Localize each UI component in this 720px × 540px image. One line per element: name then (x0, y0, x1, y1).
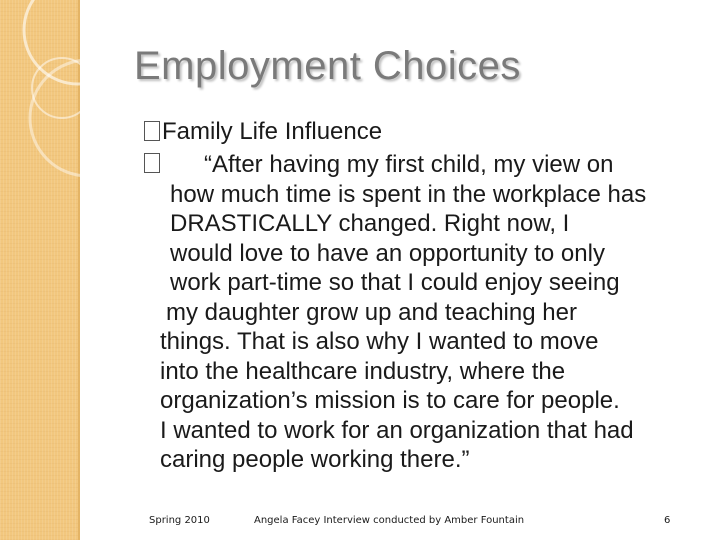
slide-title: Employment Choices (134, 44, 521, 88)
quote-line: caring people working there.” (160, 446, 470, 473)
deco-circle-medium (30, 60, 146, 176)
quote-line: my daughter grow up and teaching her (166, 298, 577, 326)
footer-credit: Angela Facey Interview conducted by Amber Fountain (254, 515, 525, 526)
bullet-glyph-icon (144, 121, 160, 141)
deco-circle-large (24, 0, 132, 84)
quote-line: work part-time so that I could enjoy seeing (170, 269, 620, 296)
quote-line: things. That is also why I wanted to move (160, 328, 599, 355)
quote-line: “After having my first child, my view on (204, 151, 614, 178)
quote-line: DRASTICALLY changed. Right now, I (170, 210, 570, 237)
quote-line: I wanted to work for an organization that had (160, 416, 634, 444)
bullet-family-life (144, 118, 382, 146)
bullet-family-life-text: Family Life Influence (162, 118, 383, 145)
quote-line: organization’s mission is to care for people. (160, 387, 620, 414)
quote-line: would love to have an opportunity to only (170, 239, 605, 267)
quote-paragraph (160, 150, 705, 475)
quote-line: into the healthcare industry, where the (160, 357, 566, 385)
footer-date: Spring 2010 (149, 515, 210, 526)
quote-line: how much time is spent in the workplace has (170, 180, 647, 208)
bullet-glyph-icon (144, 153, 160, 173)
footer-page-number: 6 (664, 515, 671, 526)
